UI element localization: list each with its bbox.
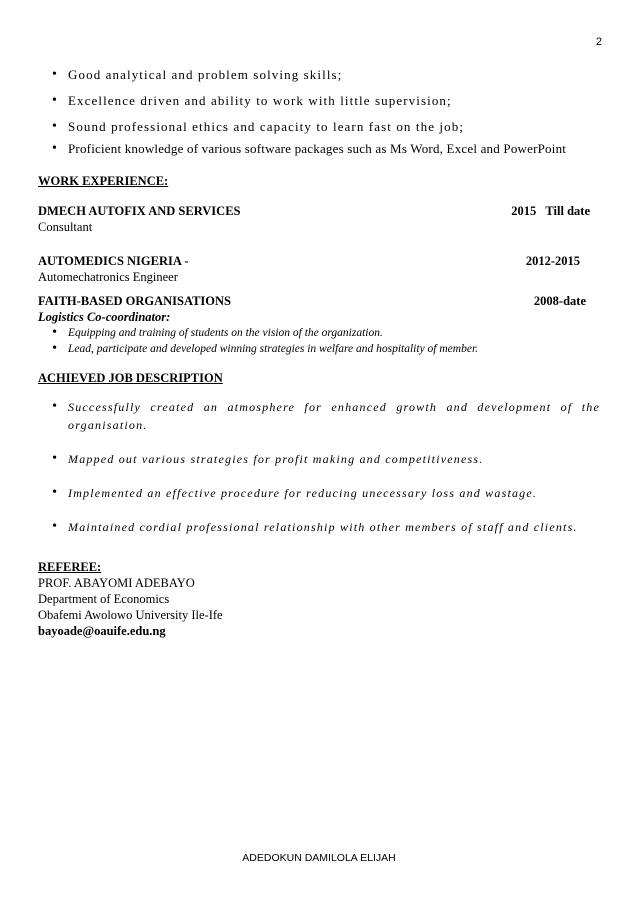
referee-email: bayoade@oauife.edu.ng [38,624,166,638]
job-dates: 2015 Till date [511,204,590,218]
achievements-list [38,398,600,536]
job-company: DMECH AUTOFIX AND SERVICES [38,204,241,218]
job-duties-list [38,325,600,357]
referee-heading: REFEREE: [38,560,102,574]
job-role: Consultant [38,220,93,234]
skill-item: • Proficient knowledge of various software packages such as Ms Word, Excel and PowerPoint [38,140,600,157]
duty-item: • Equipping and training of students on the vision of the organization. [38,325,600,341]
job-company: FAITH-BASED ORGANISATIONS [38,294,231,308]
referee-university: Obafemi Awolowo University Ile-Ife [38,608,223,622]
job-dates: 2008-date [533,294,586,308]
work-experience-heading: WORK EXPERIENCE: [38,174,169,188]
job-entry [38,253,600,285]
achievement-item: • Implemented an effective procedure for reducing unecessary loss and wastage. [38,484,600,502]
referee-department: Department of Economics [38,592,170,606]
achievement-item: • Maintained cordial professional relationship with other members of staff and clients. [38,518,600,536]
achieved-heading: ACHIEVED JOB DESCRIPTION [38,371,223,385]
achievement-item: • Mapped out various strategies for profit making and competitiveness. [38,450,600,468]
job-entry [38,293,600,357]
job-role: Automechatronics Engineer [38,270,178,284]
referee-section [38,560,600,639]
job-role: Logistics Co-coordinator: [38,310,171,324]
referee-name: PROF. ABAYOMI ADEBAYO [38,576,195,590]
duty-item: • Lead, participate and developed winning strategies in welfare and hospitality of member. [38,341,600,357]
skills-list [38,66,600,157]
resume-page-content [38,66,600,639]
footer-name: ADEDOKUN DAMILOLA ELIJAH [242,852,396,864]
job-dates: 2012-2015 [525,254,580,268]
skill-item: • Sound professional ethics and capacity to learn fast on the job; [38,118,600,135]
job-entry [38,203,600,235]
page-number: 2 [595,36,602,48]
achievement-item: • Successfully created an atmosphere for enhanced growth and development of the organisation. [38,398,600,434]
skill-item: • Good analytical and problem solving skills; [38,66,600,83]
job-company: AUTOMEDICS NIGERIA - [38,254,189,268]
skill-item: • Excellence driven and ability to work with little supervision; [38,92,600,109]
